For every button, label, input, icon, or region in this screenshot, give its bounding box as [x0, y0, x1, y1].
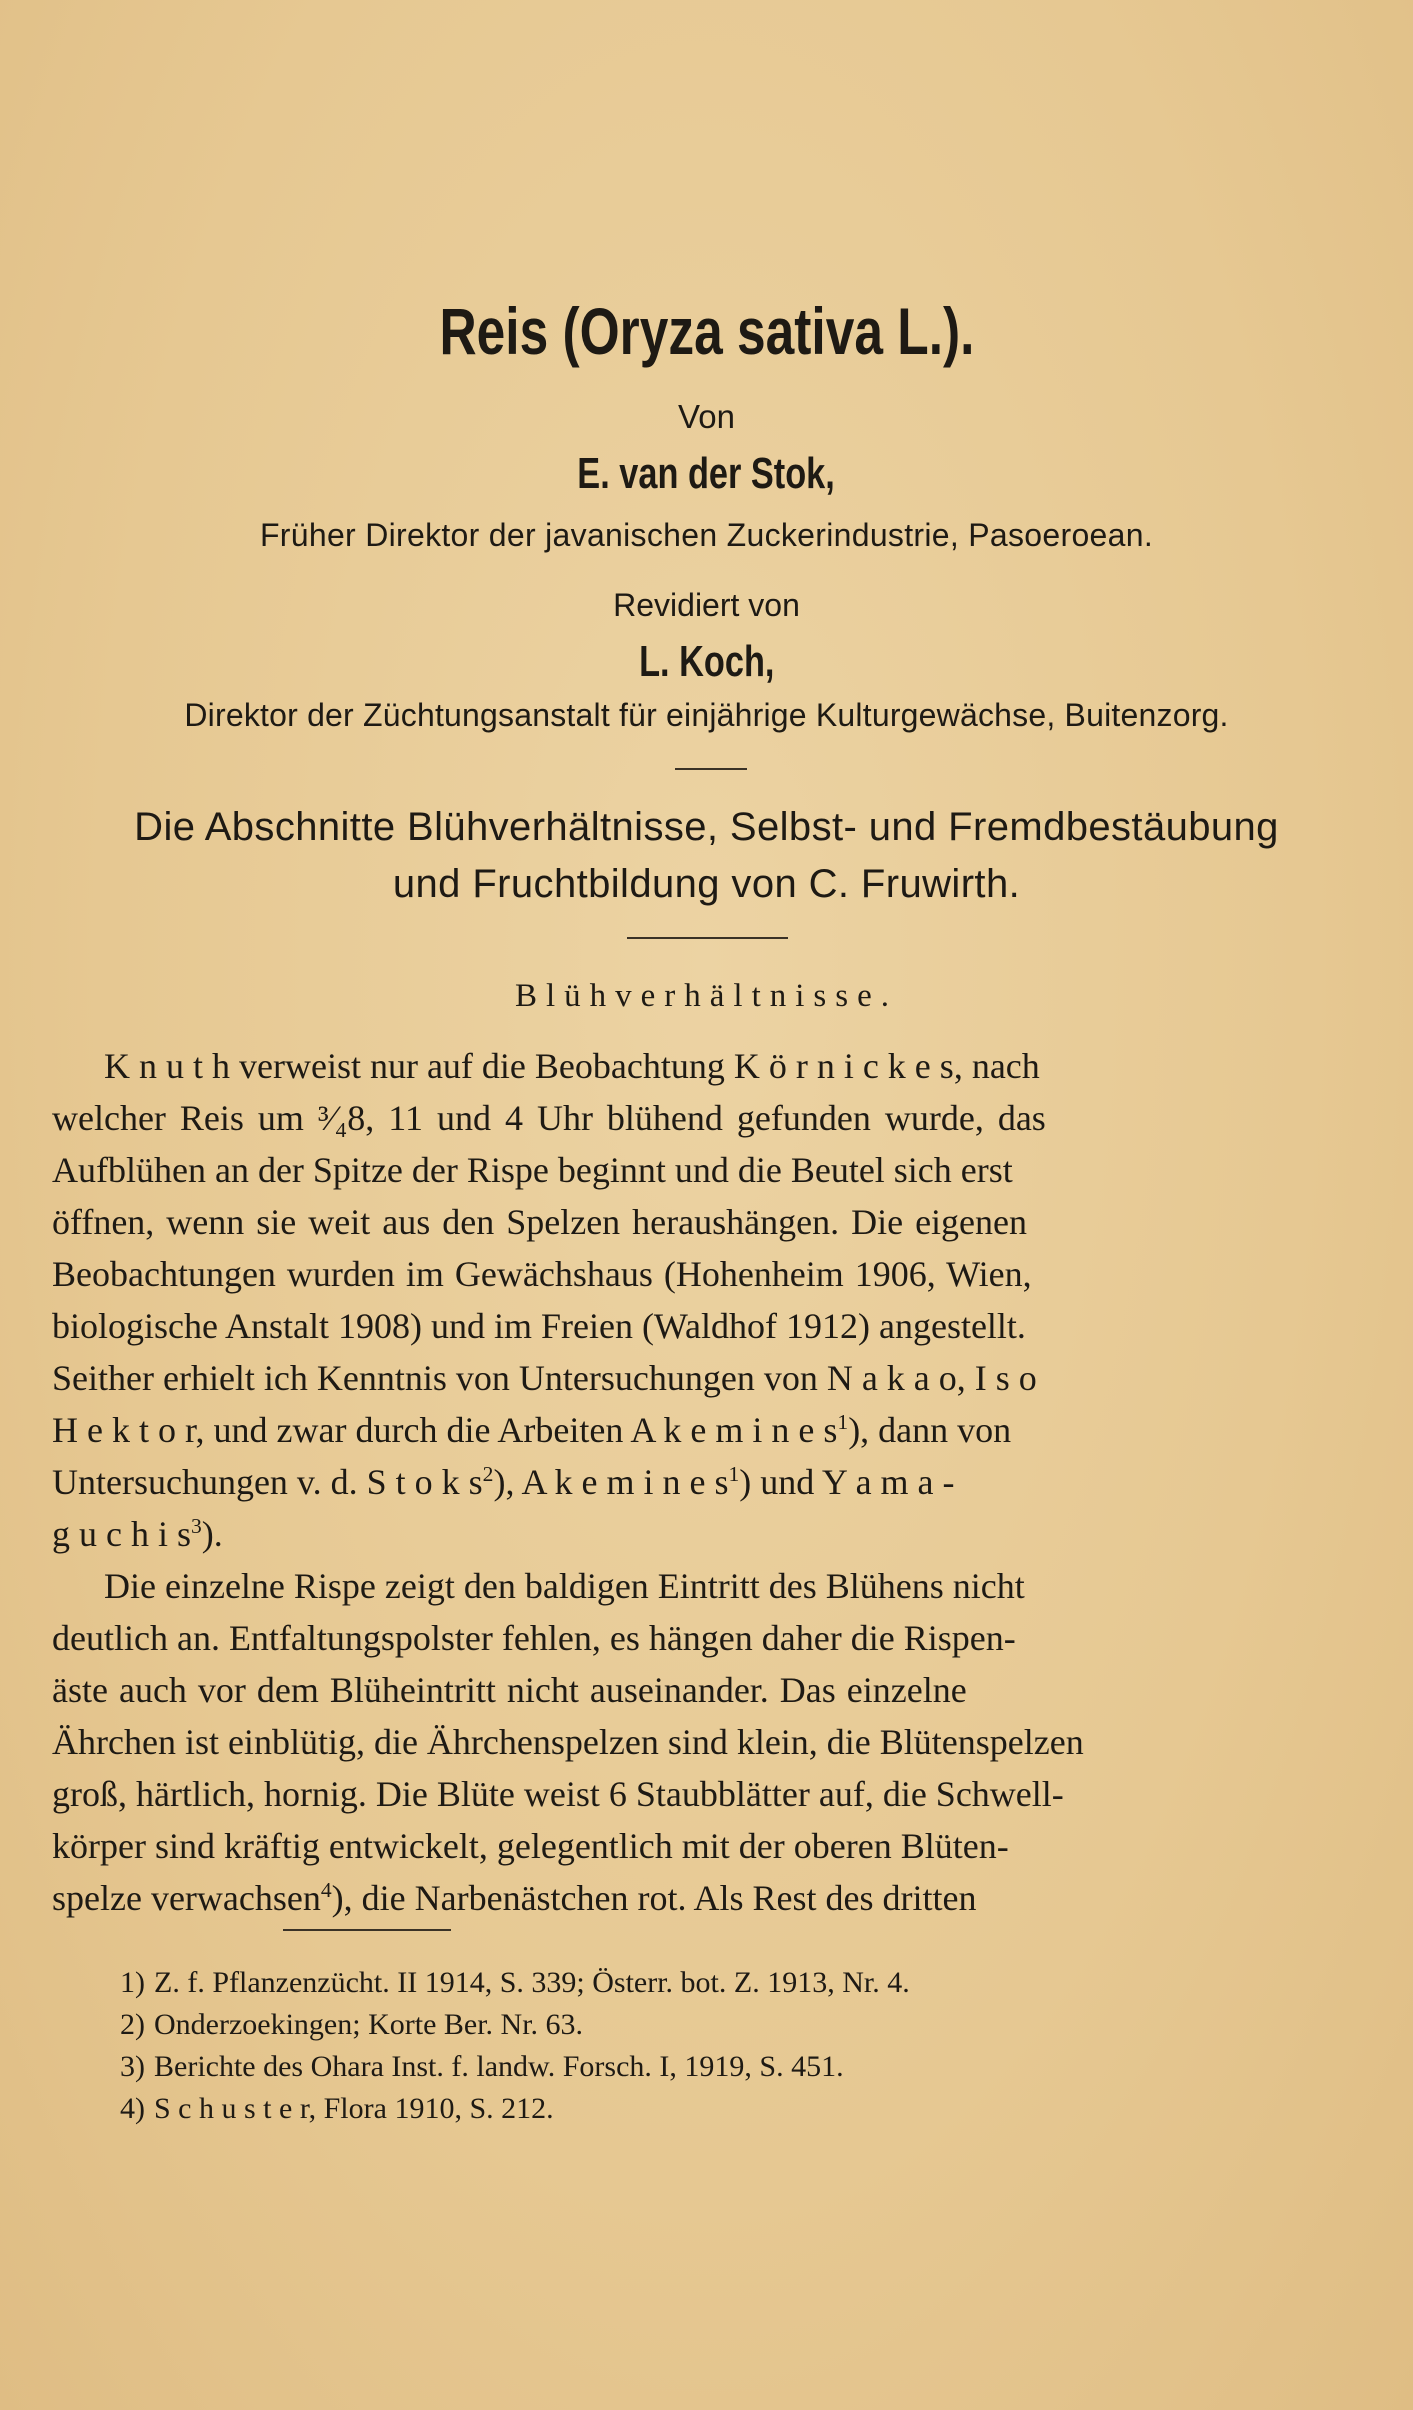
footnote-2: 2) Onderzoekingen; Korte Ber. Nr. 63.	[120, 2008, 584, 2041]
subtitle-line-2: und Fruchtbildung von C. Fruwirth.	[392, 862, 1021, 906]
footnote-4: 4) S c h u s t e r, Flora 1910, S. 212.	[120, 2092, 554, 2125]
paragraph-line: K n u t h verweist nur auf die Beobachtung K ö r n i c k e s, nach	[104, 1046, 1040, 1086]
reviser-name: L. Koch,	[638, 637, 775, 686]
paragraph-line: Aufblühen an der Spitze der Rispe beginnt und die Beutel sich erst	[52, 1150, 1013, 1190]
paragraph-line: Untersuchungen v. d. S t o k $s^2$), A k e m i n e $s^1$) und Y a m a -	[52, 1462, 955, 1502]
paragraph-line: Seither erhielt ich Kenntnis von Untersuchungen von N a k a o, I s o	[52, 1358, 1037, 1398]
revised-by-label: Revidiert von	[613, 587, 800, 623]
subtitle-line-1: Die Abschnitte Blühverhältnisse, Selbst- und Fremdbestäubung	[134, 805, 1279, 849]
by-label: Von	[678, 398, 735, 435]
article-title: Reis (Oryza sativa L.).	[438, 294, 975, 368]
author-name: E. van der Stok,	[577, 449, 836, 498]
paragraph-line: g u c h i $s^3$).	[52, 1514, 223, 1554]
paragraph-line: deutlich an. Entfaltungspolster fehlen, es hängen daher die Rispen-	[52, 1618, 1016, 1658]
divider	[627, 937, 788, 939]
footnote-1: 1) Z. f. Pflanzenzücht. II 1914, S. 339; Österr. bot. Z. 1913, Nr. 4.	[120, 1966, 910, 1999]
paragraph-line: H e k t o r, und zwar durch die Arbeiten A k e m i n e $s^1$), dann von	[52, 1410, 1012, 1450]
paragraph-line: biologische Anstalt 1908) und im Freien (Waldhof 1912) angestellt.	[52, 1306, 1026, 1346]
paragraph-line: welcher Reis um ³⁄₄8, 11 und 4 Uhr blühend gefunden wurde, das	[52, 1098, 1046, 1138]
paragraph-line: Beobachtungen wurden im Gewächshaus (Hohenheim 1906, Wien,	[52, 1254, 1032, 1294]
author-affiliation: Früher Direktor der javanischen Zuckerindustrie, Pasoeroean.	[259, 517, 1154, 553]
paragraph-line: öffnen, wenn sie weit aus den Spelzen heraushängen. Die eigenen	[52, 1202, 1028, 1242]
paragraph-line: Die einzelne Rispe zeigt den baldigen Eintritt des Blühens nicht	[104, 1566, 1025, 1606]
section-heading: Blühverhältnisse.	[514, 978, 899, 1014]
paragraph-line: äste auch vor dem Blüheintritt nicht auseinander. Das einzelne	[52, 1670, 967, 1710]
reviser-affiliation: Direktor der Züchtungsanstalt für einjährige Kulturgewächse, Buitenzorg.	[184, 697, 1229, 733]
paragraph-line: Ährchen ist einblütig, die Ährchenspelzen sind klein, die Blütenspelzen	[52, 1722, 1084, 1762]
paragraph-line: körper sind kräftig entwickelt, gelegentlich mit der oberen Blüten-	[52, 1826, 1009, 1866]
footnote-divider	[283, 1929, 451, 1931]
paragraph-line: groß, härtlich, hornig. Die Blüte weist 6 Staubblätter auf, die Schwell-	[52, 1774, 1064, 1814]
footnote-3: 3) Berichte des Ohara Inst. f. landw. Forsch. I, 1919, S. 451.	[120, 2050, 844, 2083]
divider	[675, 768, 747, 770]
paragraph-line: spelze verwachsen$^4$), die Narbenästchen rot. Als Rest des dritten	[52, 1878, 977, 1918]
